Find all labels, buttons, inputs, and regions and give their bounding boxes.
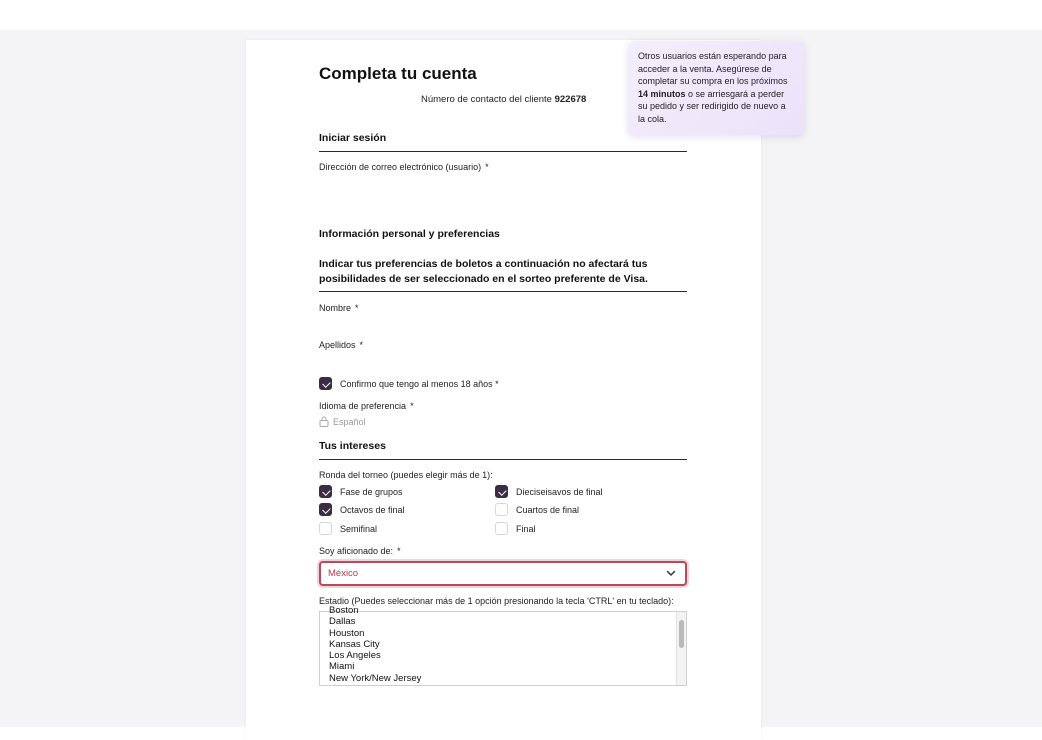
round-checkbox-2[interactable] [319,503,332,516]
list-item[interactable]: Miami [329,661,355,673]
round-label-4: Semifinal [340,523,378,534]
language-field [319,416,366,427]
queue-warning-toast [628,41,804,135]
login-divider [319,151,687,152]
round-label: Ronda del torneo (puedes elegir más de 1): [319,470,493,480]
age-confirm-checkbox[interactable] [319,377,332,390]
first-name-input[interactable] [319,316,687,336]
toast-text-before: Otros usuarios están esperando para acceder a la venta. Asegúrese de completar su compra en los próximos [638,51,788,86]
first-name-label [319,303,359,313]
required-mark: * [355,303,359,313]
list-item[interactable]: Dallas [329,616,356,628]
round-label-1: Dieciseisavos de final [516,486,603,497]
required-mark: * [397,546,401,556]
round-label-2: Octavos de final [340,504,405,515]
email-input[interactable] [319,176,687,200]
round-label-0: Fase de grupos [340,486,403,497]
fan-team-value: México [328,568,359,579]
fan-label-text: Soy aficionado de: [319,546,394,556]
list-item[interactable]: Los Angeles [329,650,381,662]
stadium-scrollbar-thumb[interactable] [679,620,684,648]
round-label-3: Cuartos de final [516,504,580,515]
age-confirm-label: Confirmo que tengo al menos 18 años * [340,378,499,389]
personal-heading: Información personal y preferencias [319,228,500,240]
round-checkbox-3[interactable] [495,503,508,516]
stadium-label: Estadio (Puedes seleccionar más de 1 opción presionando la tecla 'CTRL' en tu teclado): [319,596,674,606]
email-label [319,162,489,172]
stadium-list [329,605,421,684]
interests-heading: Tus intereses [319,440,386,452]
round-option[interactable] [319,485,403,498]
language-value: Español [333,416,366,427]
preferences-note: Indicar tus preferencias de boletos a continuación no afectará tus posibilidades de ser seleccionado en el sorteo preferente de Visa. [319,258,648,285]
round-option[interactable] [495,485,603,498]
round-checkbox-0[interactable] [319,485,332,498]
interests-divider [319,459,687,460]
language-label-text: Idioma de preferencia [319,401,407,411]
last-name-label-text: Apellidos [319,340,356,350]
email-label-text: Dirección de correo electrónico (usuario) [319,162,482,172]
last-name-input[interactable] [319,353,687,373]
contact-prefix: Número de contacto del cliente [421,94,552,105]
round-option[interactable] [319,503,405,516]
required-mark: * [410,401,414,411]
round-option[interactable] [319,522,377,535]
toast-text-after: o se arriesgará a perder su pedido y ser redirigido de nuevo a la cola. [638,88,786,124]
list-item[interactable]: Kansas City [329,638,380,650]
chevron-down-icon [666,570,676,577]
last-name-label [319,340,363,350]
list-item[interactable]: New York/New Jersey [329,672,422,684]
round-option[interactable] [495,503,579,516]
personal-divider [319,291,687,292]
contact-number [421,94,586,105]
round-checkbox-1[interactable] [495,485,508,498]
login-heading: Iniciar sesión [319,132,387,144]
lock-icon [319,416,329,427]
fan-team-select[interactable] [319,561,687,586]
toast-time: 14 minutos [638,88,686,99]
round-checkbox-4[interactable] [319,522,332,535]
required-mark: * [485,162,489,172]
stadium-listbox[interactable] [319,605,687,686]
age-confirm-option[interactable] [319,377,499,390]
language-label [319,401,414,411]
list-item[interactable]: Boston [329,605,359,616]
page-title: Completa tu cuenta [319,64,477,83]
list-item[interactable]: Houston [329,627,365,639]
contact-number-value: 922678 [554,94,587,105]
round-label-5: Final [516,523,536,534]
stadium-scrollbar[interactable] [676,612,686,685]
round-option[interactable] [495,522,536,535]
fan-label [319,546,401,556]
round-checkbox-5[interactable] [495,522,508,535]
required-mark: * [359,340,364,350]
first-name-label-text: Nombre [319,303,352,313]
